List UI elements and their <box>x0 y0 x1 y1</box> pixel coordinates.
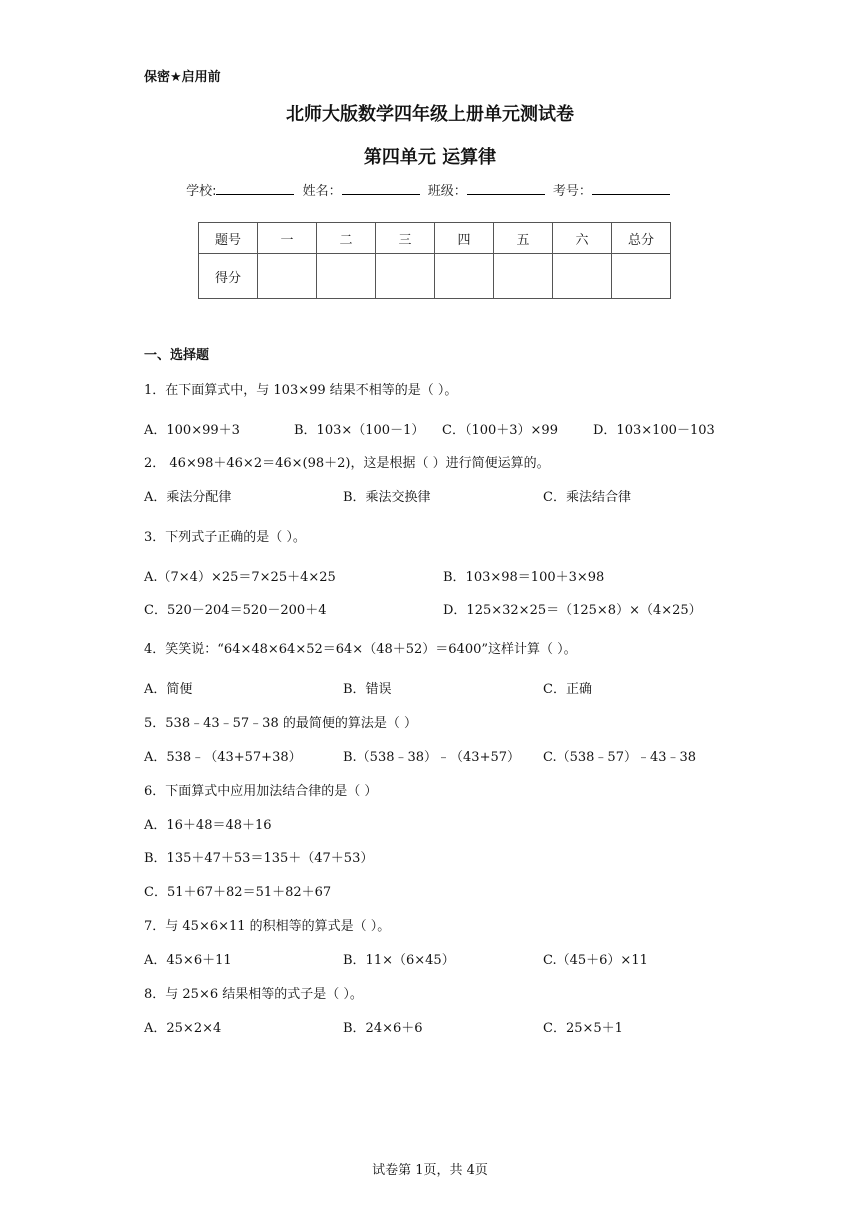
question-stem: 8．与 25×6 结果相等的式子是（ ）。 <box>144 987 363 1002</box>
option-b[interactable]: B．135＋47＋53＝135＋（47＋53） <box>144 851 374 866</box>
school-label: 学校: <box>186 184 217 199</box>
score-table-score-row <box>199 254 671 299</box>
score-header-cell: 五 <box>494 223 553 254</box>
school-blank[interactable] <box>216 181 294 195</box>
unit-title: 第四单元 运算律 <box>363 147 497 168</box>
option-c[interactable]: C．乘法结合律 <box>543 490 631 505</box>
option-b[interactable]: B.（538﹣38）﹣（43+57） <box>343 750 521 765</box>
score-cell[interactable] <box>553 254 612 299</box>
score-header-cell: 总分 <box>612 223 671 254</box>
question-stem: 5．538﹣43﹣57﹣38 的最简便的算法是（ ） <box>144 716 417 731</box>
score-header-cell: 题号 <box>199 223 258 254</box>
option-c[interactable]: C．25×5＋1 <box>543 1021 623 1036</box>
option-c[interactable]: C．（100＋3）×99 <box>442 423 558 438</box>
exam-title: 北师大版数学四年级上册单元测试卷 <box>286 104 574 125</box>
name-blank[interactable] <box>342 181 420 195</box>
option-b[interactable]: B．乘法交换律 <box>343 490 431 505</box>
question-stem: 1．在下面算式中，与 103×99 结果不相等的是（ ）。 <box>144 383 458 398</box>
question-stem: 4．笑笑说：“64×48×64×52＝64×（48＋52）＝6400”这样计算（ ）。 <box>144 642 577 657</box>
score-header-cell: 四 <box>435 223 494 254</box>
option-b[interactable]: B．24×6＋6 <box>343 1021 423 1036</box>
option-b[interactable]: B．11×（6×45） <box>343 953 455 968</box>
exam-number-blank[interactable] <box>592 181 670 195</box>
section-title: 一、选择题 <box>144 348 210 363</box>
score-table-header-row <box>199 223 671 254</box>
score-cell[interactable] <box>376 254 435 299</box>
name-label: 姓名： <box>302 184 342 199</box>
option-a[interactable]: A．简便 <box>144 682 193 697</box>
class-blank[interactable] <box>467 181 545 195</box>
score-header-cell: 二 <box>317 223 376 254</box>
option-d[interactable]: D．103×100－103 <box>593 423 715 438</box>
exam-number-label: 考号： <box>552 184 592 199</box>
score-cell[interactable] <box>494 254 553 299</box>
option-b[interactable]: B．103×（100－1） <box>294 423 425 438</box>
option-a[interactable]: A．45×6＋11 <box>144 953 232 968</box>
option-c[interactable]: C.（45＋6）×11 <box>543 953 648 968</box>
option-b[interactable]: B．错误 <box>343 682 392 697</box>
question-stem: 2． 46×98＋46×2＝46×(98＋2)，这是根据（ ）进行简便运算的。 <box>144 456 550 471</box>
option-a[interactable]: A．100×99＋3 <box>144 423 240 438</box>
score-table <box>198 222 671 299</box>
score-row-label: 得分 <box>199 254 258 299</box>
option-c[interactable]: C.（538﹣57）﹣43﹣38 <box>543 750 697 765</box>
score-cell[interactable] <box>317 254 376 299</box>
question-stem: 6．下面算式中应用加法结合律的是（ ） <box>144 784 378 799</box>
confidential-label: 保密★启用前 <box>144 70 221 85</box>
score-cell[interactable] <box>435 254 494 299</box>
score-header-cell: 一 <box>258 223 317 254</box>
option-a[interactable]: A．乘法分配律 <box>144 490 232 505</box>
class-label: 班级： <box>427 184 467 199</box>
option-c[interactable]: C．51＋67＋82＝51＋82＋67 <box>144 885 332 900</box>
question-stem: 3．下列式子正确的是（ ）。 <box>144 530 306 545</box>
student-info-line <box>0 180 860 199</box>
option-c[interactable]: C．520－204＝520－200＋4 <box>144 603 327 618</box>
option-b[interactable]: B．103×98＝100＋3×98 <box>443 570 605 585</box>
option-a[interactable]: A．538﹣（43+57+38） <box>144 750 302 765</box>
score-cell[interactable] <box>258 254 317 299</box>
option-a[interactable]: A．16＋48＝48＋16 <box>144 818 272 833</box>
score-header-cell: 六 <box>553 223 612 254</box>
option-a[interactable]: A．25×2×4 <box>144 1021 222 1036</box>
option-a[interactable]: A.（7×4）×25＝7×25＋4×25 <box>144 570 336 585</box>
score-header-cell: 三 <box>376 223 435 254</box>
option-d[interactable]: D．125×32×25＝（125×8）×（4×25） <box>443 603 702 618</box>
question-stem: 7．与 45×6×11 的积相等的算式是（ ）。 <box>144 919 391 934</box>
page-footer: 试卷第 1页，共 4页 <box>372 1163 488 1178</box>
option-c[interactable]: C．正确 <box>543 682 592 697</box>
score-cell[interactable] <box>612 254 671 299</box>
